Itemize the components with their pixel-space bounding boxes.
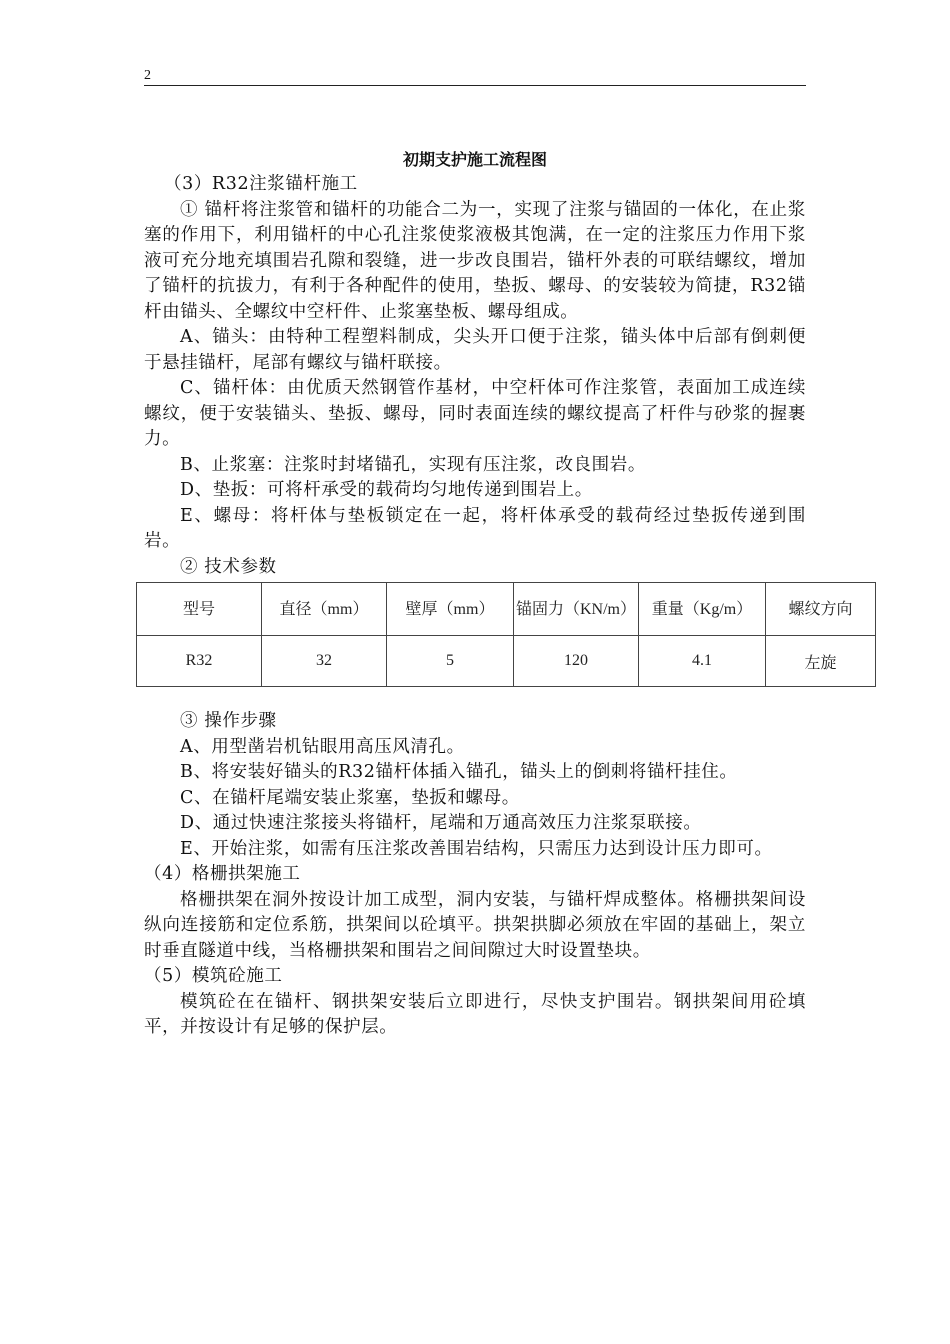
table-cell: R32	[137, 636, 262, 687]
section-3-paragraph: ① 锚杆将注浆管和锚杆的功能合二为一，实现了注浆与锚固的一体化，在止浆塞的作用下，利用锚杆的中心孔注浆使浆液极其饱满，在一定的注浆压力作用下浆液可充分地充填围岩孔隙和裂缝，进一步改良围岩，锚杆外表的可联结螺纹，增加了锚杆的抗拔力，有利于各种配件的使用，垫扳、螺母、的安装较为简捷，R32锚杆由锚头、全螺纹中空杆件、止浆塞垫板、螺母组成。	[144, 199, 806, 322]
item-a-anchor-head: A、锚头：由特种工程塑料制成，尖头开口便于注浆，锚头体中后部有倒刺便于悬挂锚杆，尾部有螺纹与锚杆联接。	[144, 327, 806, 373]
item-e-nut: E、螺母：将杆体与垫板锁定在一起，将杆体承受的载荷经过垫扳传递到围岩。	[144, 505, 806, 551]
table-cell: 32	[262, 636, 387, 687]
section-4-paragraph: 格栅拱架在洞外按设计加工成型，洞内安装，与锚杆焊成整体。格栅拱架间设纵向连接筋和定位系筋，拱架间以砼填平。拱架拱脚必须放在牢固的基础上，架立时垂直隧道中线，当格栅拱架和围岩之间间隙过大时设置垫块。	[144, 889, 806, 961]
table-cell: 120	[514, 636, 639, 687]
item-d-plate: D、垫扳：可将杆承受的载荷均匀地传递到围岩上。	[180, 480, 593, 500]
tech-params-heading: ② 技术参数	[180, 556, 277, 577]
table-header-cell: 直径（mm）	[262, 583, 387, 636]
section-5-heading: （5）模筑砼施工	[144, 966, 283, 986]
item-b-grout-stopper: B、止浆塞：注浆时封堵锚孔，实现有压注浆，改良围岩。	[180, 454, 646, 475]
table-header-row	[137, 583, 876, 636]
step-e: E、开始注浆，如需有压注浆改善围岩结构，只需压力达到设计压力即可。	[180, 838, 773, 859]
page-number: 2	[144, 68, 151, 83]
section-5-paragraph: 模筑砼在在锚杆、钢拱架安装后立即进行，尽快支护围岩。钢拱架间用砼填平，并按设计有足够的保护层。	[144, 991, 806, 1037]
table-header-cell: 螺纹方向	[766, 583, 876, 636]
table-header-cell: 壁厚（mm）	[387, 583, 514, 636]
document-body	[144, 148, 853, 1041]
table-header-cell: 锚固力（KN/m）	[514, 583, 639, 636]
step-a: A、用型凿岩机钻眼用高压风清孔。	[180, 736, 465, 757]
table-header-cell: 重量（Kg/m）	[639, 583, 766, 636]
table-cell: 5	[387, 636, 514, 687]
table-row	[137, 636, 876, 687]
section-3-heading: （3）R32注浆锚杆施工	[164, 174, 358, 194]
item-c-anchor-body: C、锚杆体：由优质天然钢管作基材，中空杆体可作注浆管，表面加工成连续螺纹，便于安装锚头、垫扳、螺母，同时表面连续的螺纹提高了杆件与砂浆的握裹力。	[144, 378, 806, 449]
tech-params-table	[136, 582, 876, 687]
section-4-heading: （4）格栅拱架施工	[144, 864, 301, 884]
figure-caption: 初期支护施工流程图	[402, 150, 547, 169]
step-b: B、将安装好锚头的R32锚杆体插入锚孔，锚头上的倒刺将锚杆挂住。	[180, 762, 738, 782]
table-cell: 4.1	[639, 636, 766, 687]
header-rule	[144, 85, 806, 86]
table-cell: 左旋	[766, 636, 876, 687]
step-d: D、通过快速注浆接头将锚杆，尾端和万通高效压力注浆泵联接。	[180, 813, 702, 833]
step-c: C、在锚杆尾端安装止浆塞，垫扳和螺母。	[180, 787, 520, 808]
steps-heading: ③ 操作步骤	[180, 711, 277, 731]
table-header-cell: 型号	[137, 583, 262, 636]
tech-table-wrapper	[136, 582, 853, 687]
